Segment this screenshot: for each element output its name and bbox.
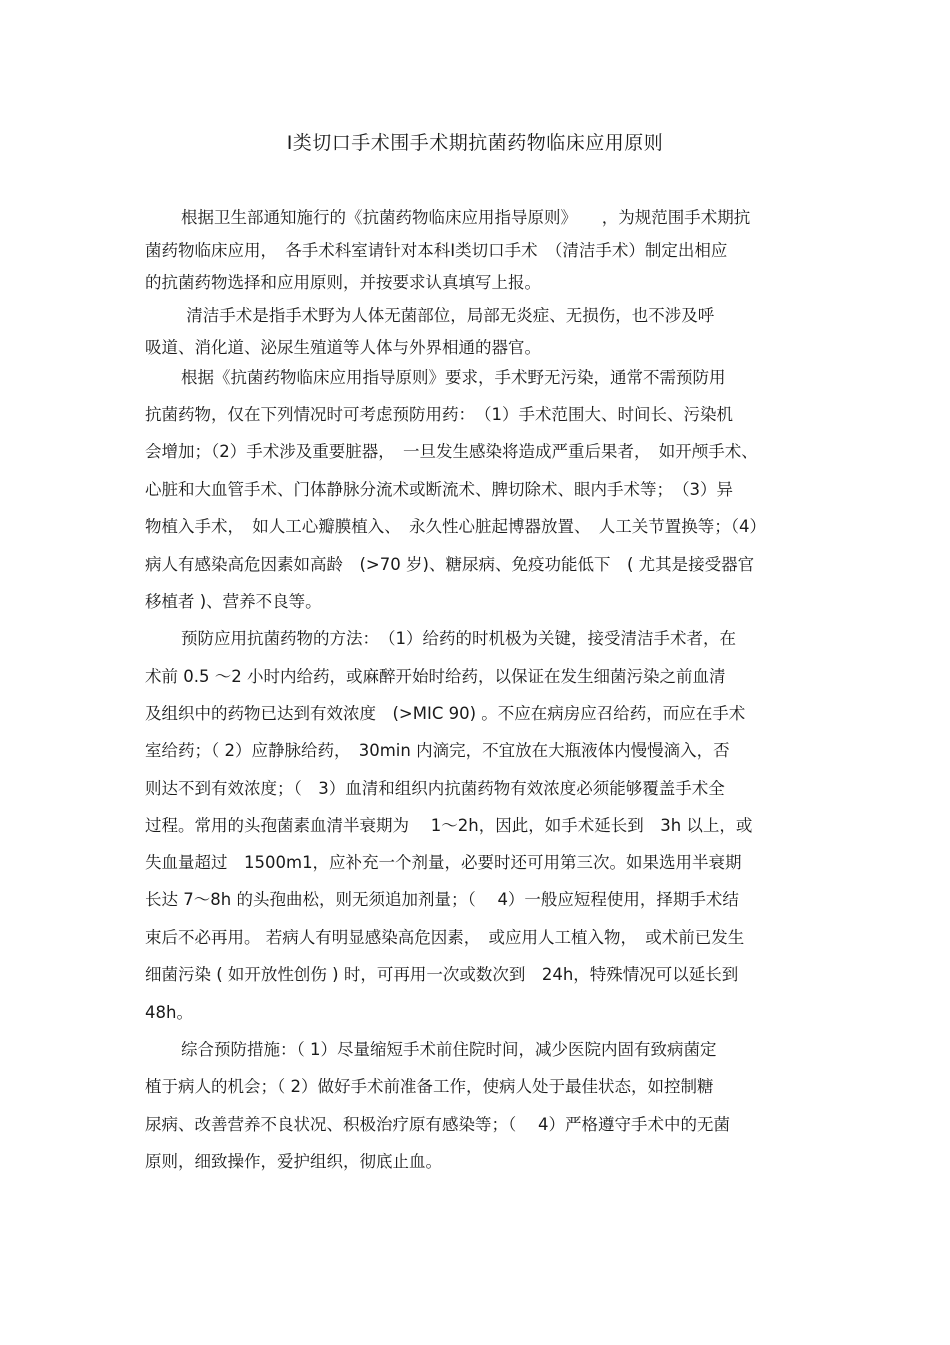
paragraph-line: 抗菌药物，仅在下列情况时可考虑预防用药： （1）手术范围大、时间长、污染机 <box>145 405 733 424</box>
paragraph-line: 病人有感染高危因素如高龄 (>70 岁)、糖尿病、免疫功能低下 ( 尤其是接受器官 <box>145 555 755 574</box>
paragraph-line: 则达不到有效浓度；（ 3）血清和组织内抗菌药物有效浓度必须能够覆盖手术全 <box>145 779 725 798</box>
paragraph-line: 失血量超过 1500m1，应补充一个剂量，必要时还可用第三次。如果选用半衰期 <box>145 853 742 872</box>
paragraph-line: 48h。 <box>145 1003 193 1022</box>
paragraph-line: 会增加；（2）手术涉及重要脏器， 一旦发生感染将造成严重后果者， 如开颅手术、 <box>145 442 758 461</box>
paragraph-line: 尿病、改善营养不良状况、积极治疗原有感染等；（ 4）严格遵守手术中的无菌 <box>145 1115 730 1134</box>
paragraph-line: 过程。常用的头孢菌素血清半衰期为 1～2h，因此，如手术延长到 3h 以上，或 <box>145 816 753 835</box>
paragraph-line: 术前 0.5 ～2 小时内给药，或麻醉开始时给药，以保证在发生细菌污染之前血清 <box>145 667 726 686</box>
paragraph-line: 室给药；（ 2）应静脉给药， 30min 内滴完，不宜放在大瓶液体内慢慢滴入，否 <box>145 741 730 760</box>
paragraph-line: 束后不必再用。 若病人有明显感染高危因素， 或应用人工植入物， 或术前已发生 <box>145 928 745 947</box>
paragraph-line: 植于病人的机会；（ 2）做好手术前准备工作，使病人处于最佳状态，如控制糖 <box>145 1077 714 1096</box>
paragraph-line: 的抗菌药物选择和应用原则，并按要求认真填写上报。 <box>145 273 541 292</box>
paragraph-line: 清洁手术是指手术野为人体无菌部位，局部无炎症、无损伤，也不涉及呼 <box>181 306 715 325</box>
page-title: Ⅰ类切口手术围手术期抗菌药物临床应用原则 <box>286 132 664 154</box>
paragraph-line: 及组织中的药物已达到有效浓度 (>MIC 90) 。不应在病房应召给药，而应在手术 <box>145 704 746 723</box>
paragraph-line: 预防应用抗菌药物的方法： （1）给药的时机极为关键，接受清洁手术者，在 <box>181 629 736 648</box>
paragraph-line: 心脏和大血管手术、门体静脉分流术或断流术、脾切除术、眼内手术等； （3）异 <box>145 480 733 499</box>
paragraph-line: 原则，细致操作，爱护组织，彻底止血。 <box>145 1152 442 1171</box>
paragraph-line: 菌药物临床应用， 各手术科室请针对本科Ⅰ类切口手术 （清洁手术）制定出相应 <box>145 241 728 260</box>
paragraph-line: 细菌污染 ( 如开放性创伤 ) 时，可再用一次或数次到 24h，特殊情况可以延长到 <box>145 965 739 984</box>
paragraph-line: 综合预防措施：（ 1）尽量缩短手术前住院时间，减少医院内固有致病菌定 <box>181 1040 717 1059</box>
paragraph-line: 移植者 )、营养不良等。 <box>145 592 322 611</box>
paragraph-line: 根据卫生部通知施行的《抗菌药物临床应用指导原则》 ，为规范围手术期抗 <box>181 208 751 227</box>
paragraph-line: 长达 7～8h 的头孢曲松，则无须追加剂量；（ 4）一般应短程使用，择期手术结 <box>145 890 739 909</box>
paragraph-line: 物植入手术， 如人工心瓣膜植入、 永久性心脏起博器放置、 人工关节置换等；（4） <box>145 517 766 536</box>
paragraph-line: 吸道、消化道、泌尿生殖道等人体与外界相通的器官。 <box>145 338 541 357</box>
paragraph-line: 根据《抗菌药物临床应用指导原则》要求，手术野无污染，通常不需预防用 <box>181 368 726 387</box>
